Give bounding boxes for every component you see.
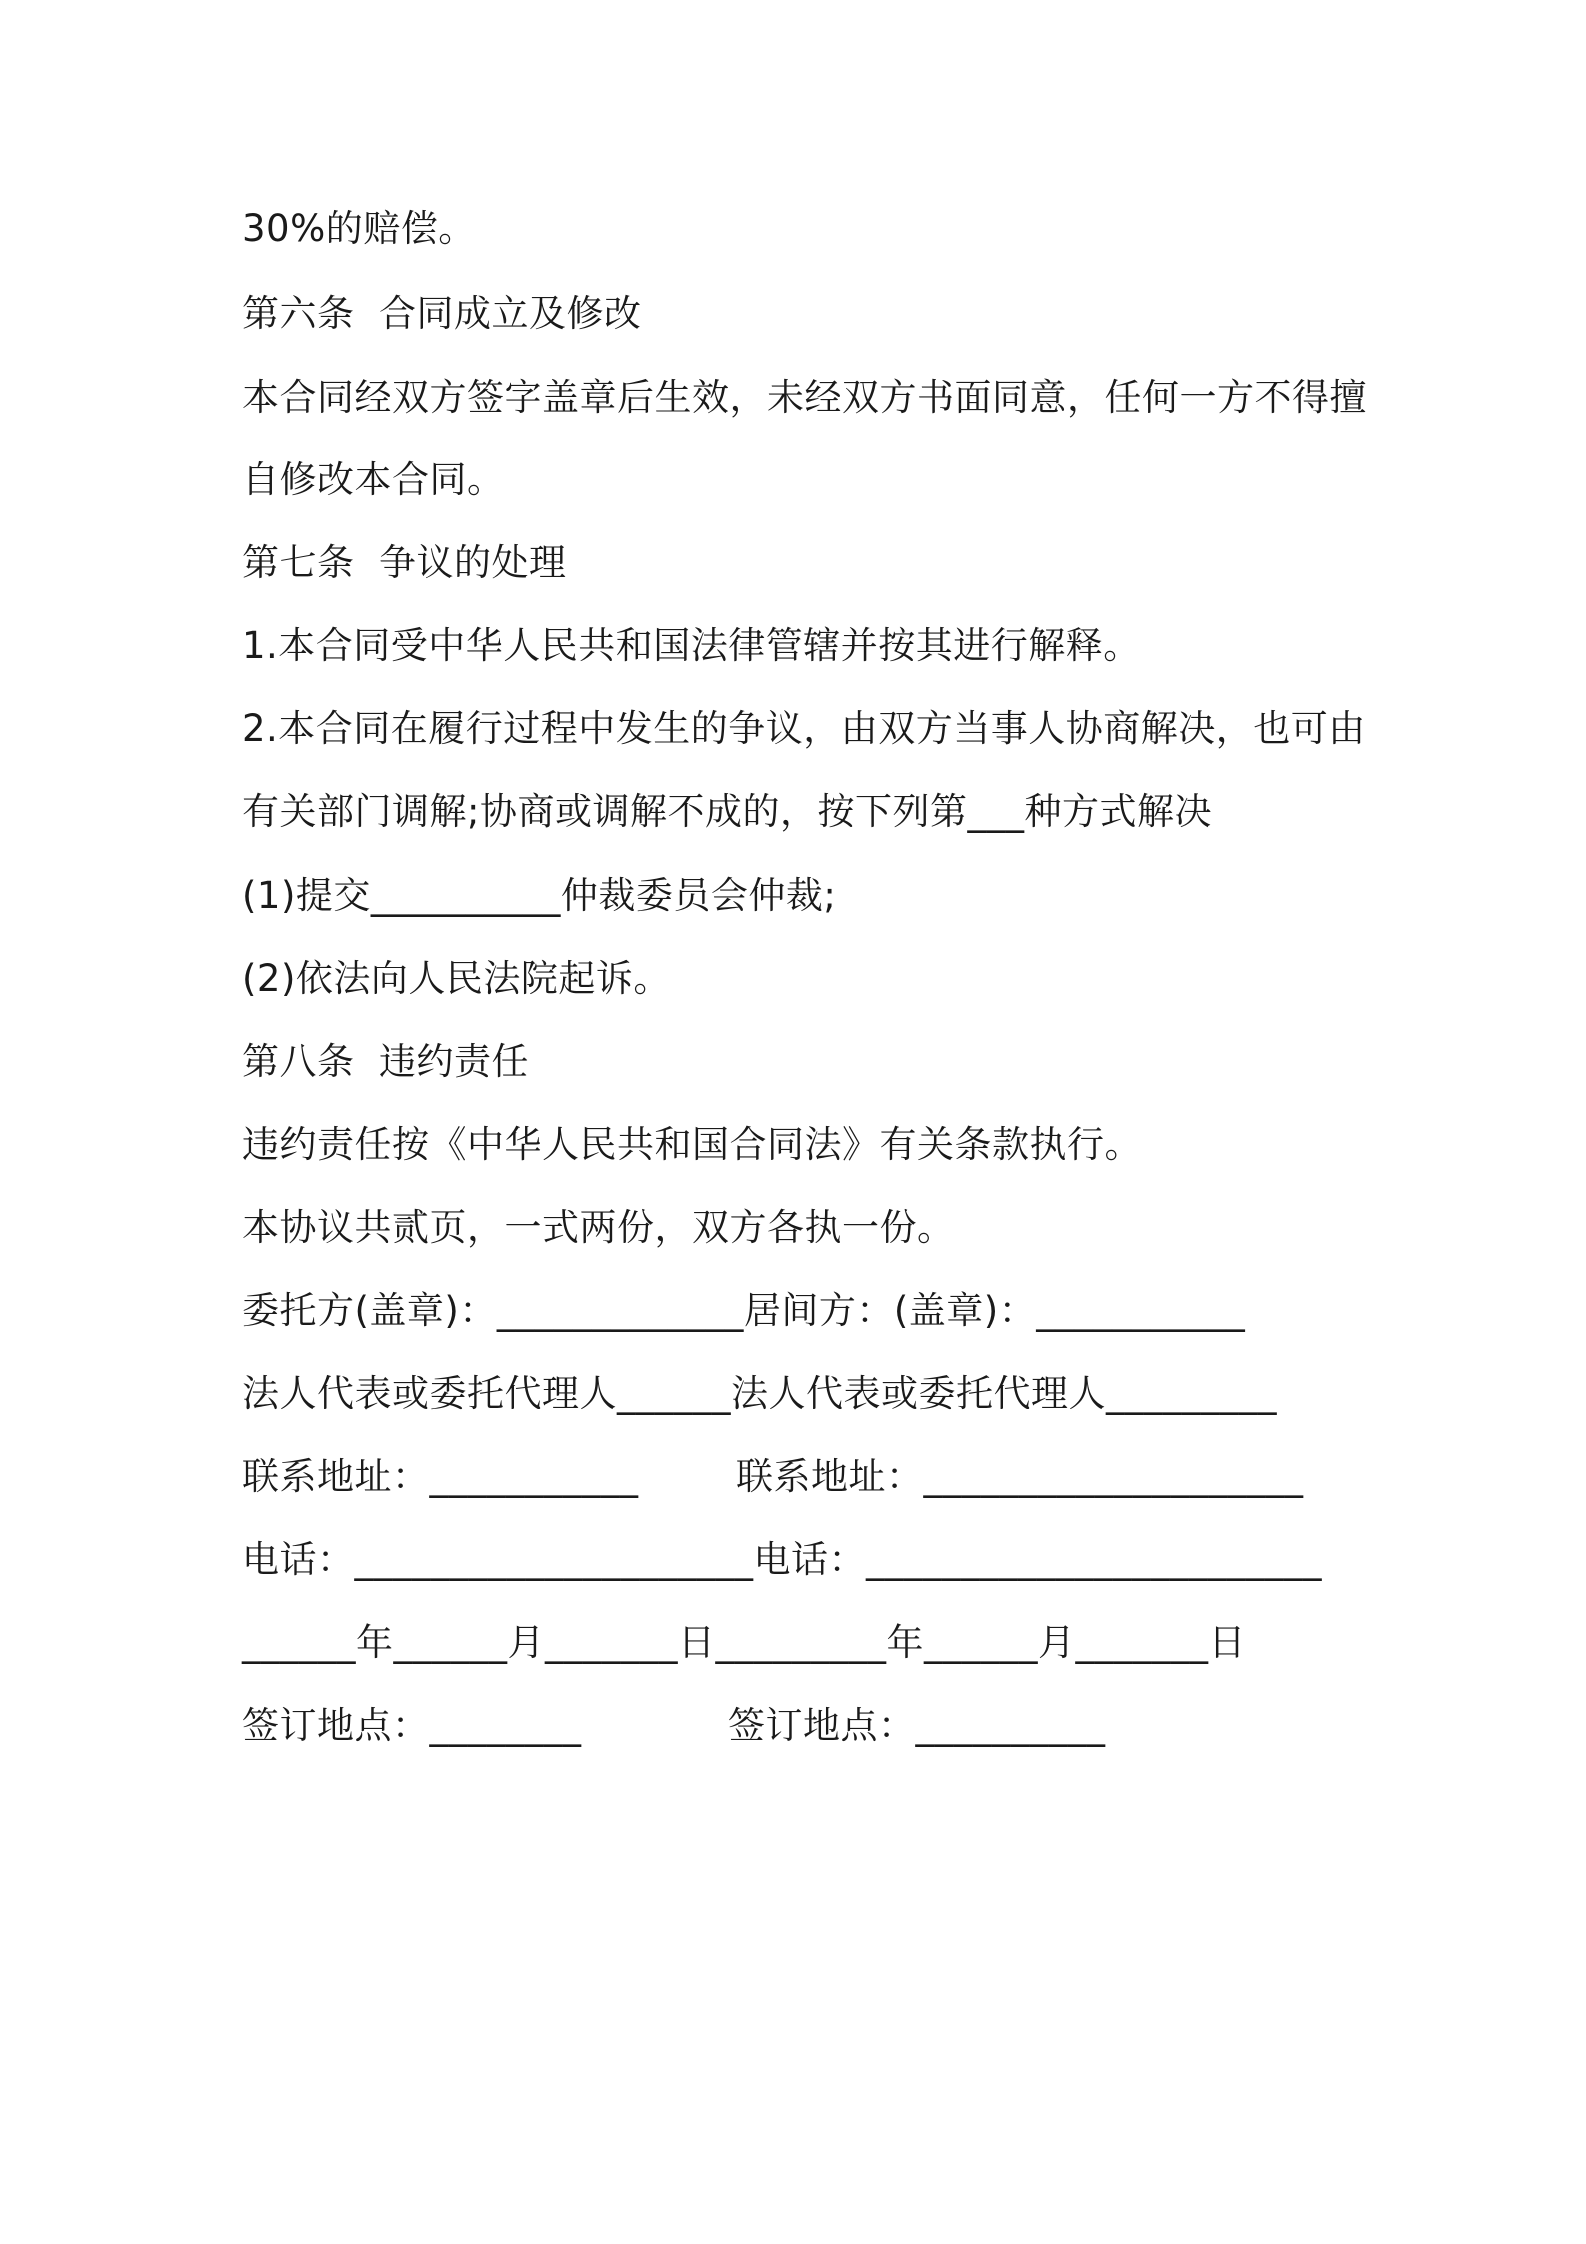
phone-line: 电话：_____________________电话：________________________	[242, 1538, 1322, 1581]
address-left: 联系地址：___________	[242, 1455, 639, 1498]
article-7-option-1: (1)提交__________仲裁委员会仲裁;	[242, 874, 837, 917]
text-line-compensation: 30%的赔偿。	[242, 207, 476, 250]
signature-representative-line: 法人代表或委托代理人______法人代表或委托代理人_________	[242, 1372, 1277, 1415]
signing-place-left: 签订地点：________	[242, 1704, 582, 1747]
article-7-clause-1: 1.本合同受中华人民共和国法律管辖并按其进行解释。	[242, 624, 1141, 667]
article-6-body-line-2: 自修改本合同。	[242, 458, 505, 501]
article-8-body: 违约责任按《中华人民共和国合同法》有关条款执行。	[242, 1123, 1142, 1166]
date-line: ______年______月_______日_________年______月_______日	[242, 1621, 1246, 1664]
copies-statement: 本协议共贰页，一式两份，双方各执一份。	[242, 1206, 955, 1249]
article-7-option-2: (2)依法向人民法院起诉。	[242, 957, 671, 1000]
article-7-clause-2-line-1: 2.本合同在履行过程中发生的争议，由双方当事人协商解决，也可由	[242, 707, 1366, 750]
article-8-heading: 第八条 违约责任	[242, 1040, 530, 1083]
article-7-clause-2-line-2: 有关部门调解;协商或调解不成的，按下列第___种方式解决	[242, 790, 1212, 833]
article-6-heading: 第六条 合同成立及修改	[242, 292, 642, 335]
article-7-heading: 第七条 争议的处理	[242, 541, 567, 584]
signing-place-right: 签订地点：__________	[728, 1704, 1106, 1747]
article-6-body-line-1: 本合同经双方签字盖章后生效，未经双方书面同意，任何一方不得擅	[242, 376, 1367, 419]
address-right: 联系地址：____________________	[736, 1455, 1304, 1498]
signature-party-line: 委托方(盖章)：_____________居间方：(盖章)：___________	[242, 1289, 1246, 1332]
